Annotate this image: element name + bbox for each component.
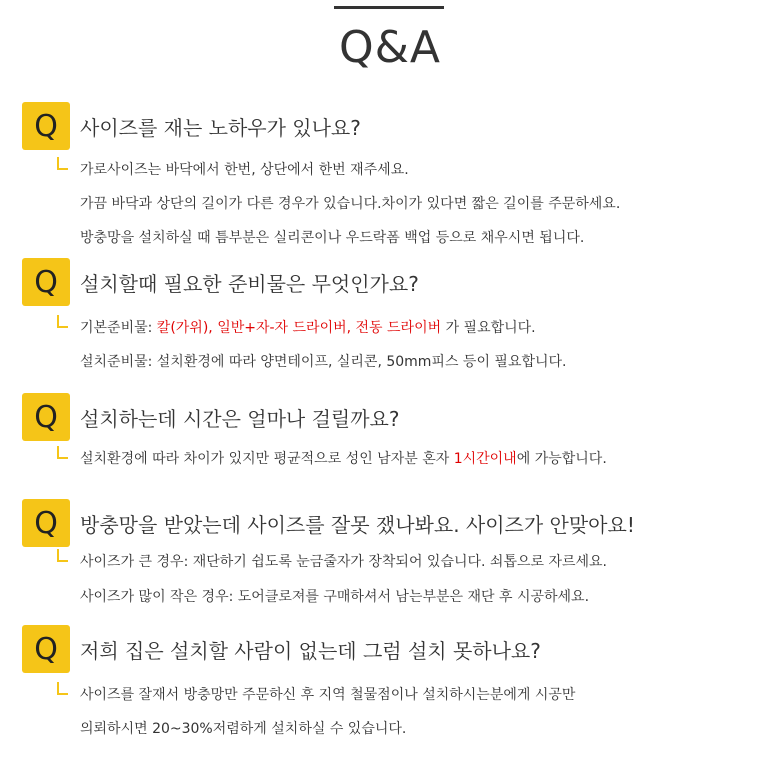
question-text: 설치할때 필요한 준비물은 무엇인가요? xyxy=(80,272,419,296)
answer-highlight: 1시간이내 xyxy=(453,451,517,467)
question-text: 방충망을 받았는데 사이즈를 잘못 쟀나봐요. 사이즈가 안맞아요! xyxy=(80,513,635,537)
answer-text: 기본준비물: xyxy=(80,320,157,336)
q-badge-icon: Q xyxy=(22,258,70,306)
answer-line: 의뢰하시면 20~30%저렴하게 설치하실 수 있습니다. xyxy=(80,721,407,737)
answer-line xyxy=(80,318,536,338)
answer-elbow-icon xyxy=(57,315,68,328)
answer-line: 설치준비물: 설치환경에 따라 양면테이프, 실리콘, 50mm피스 등이 필요합니다. xyxy=(80,354,567,370)
answer-text: 가 필요합니다. xyxy=(441,320,536,336)
answer-text: 에 가능합니다. xyxy=(516,451,607,467)
q-badge-icon: Q xyxy=(22,102,70,150)
question-text: 설치하는데 시간은 얼마나 걸릴까요? xyxy=(80,407,400,431)
answer-elbow-icon xyxy=(57,682,68,695)
answer-line: 사이즈가 많이 작은 경우: 도어클로져를 구매하셔서 남는부분은 재단 후 시공하세요. xyxy=(80,589,590,605)
answer-elbow-icon xyxy=(57,157,68,170)
page-title: Q&A xyxy=(338,22,442,73)
answer-line: 사이즈가 큰 경우: 재단하기 쉽도록 눈금줄자가 장착되어 있습니다. 쇠톱으로 자르세요. xyxy=(80,554,608,570)
title-rule xyxy=(334,6,444,9)
q-badge-icon: Q xyxy=(22,625,70,673)
question-text: 저희 집은 설치할 사람이 없는데 그럼 설치 못하나요? xyxy=(80,639,541,663)
answer-line: 사이즈를 잘재서 방충망만 주문하신 후 지역 철물점이나 설치하시는분에게 시공만 xyxy=(80,687,576,703)
answer-text: 설치환경에 따라 차이가 있지만 평균적으로 성인 남자분 혼자 xyxy=(80,451,454,467)
answer-line: 방충망을 설치하실 때 틈부분은 실리콘이나 우드락폼 백업 등으로 채우시면 됩니다. xyxy=(80,230,585,246)
answer-highlight: 칼(가위), 일반+자-자 드라이버, 전동 드라이버 xyxy=(156,320,442,336)
answer-line: 가끔 바닥과 상단의 길이가 다른 경우가 있습니다.차이가 있다면 짧은 길이를 주문하세요. xyxy=(80,196,621,212)
answer-elbow-icon xyxy=(57,549,68,562)
answer-line: 가로사이즈는 바닥에서 한번, 상단에서 한번 재주세요. xyxy=(80,162,409,178)
q-badge-icon: Q xyxy=(22,393,70,441)
question-text: 사이즈를 재는 노하우가 있나요? xyxy=(80,116,361,140)
answer-elbow-icon xyxy=(57,446,68,459)
answer-line xyxy=(80,449,607,469)
q-badge-icon: Q xyxy=(22,499,70,547)
